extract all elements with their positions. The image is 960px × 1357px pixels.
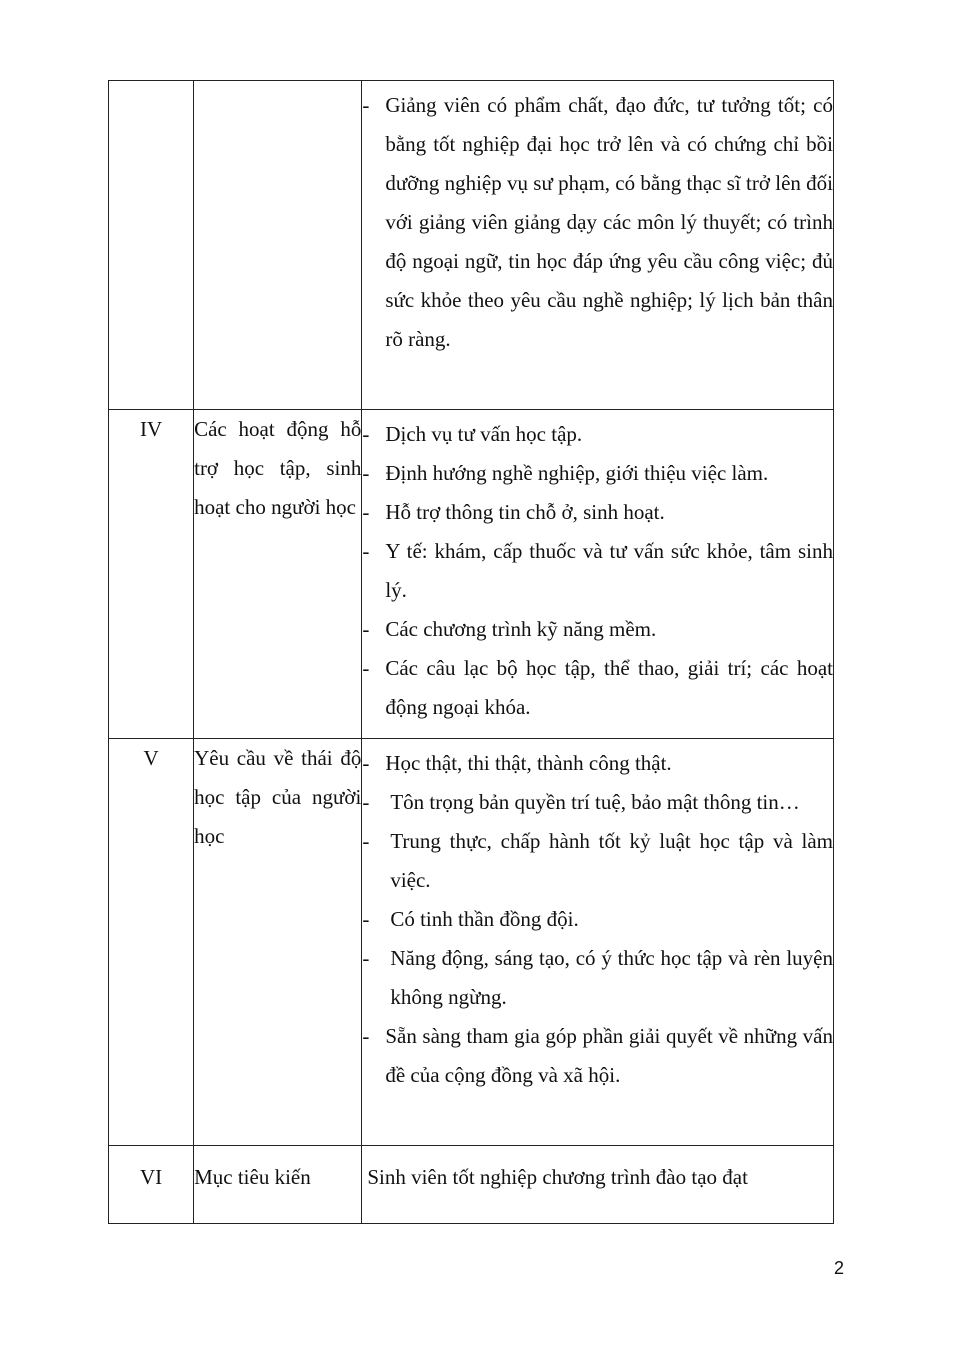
list-item: - Dịch vụ tư vấn học tập. bbox=[362, 415, 833, 454]
bullet-list bbox=[362, 86, 833, 359]
list-item: - Năng động, sáng tạo, có ý thức học tập và rèn luyện không ngừng. bbox=[362, 939, 833, 1017]
list-item: - Hỗ trợ thông tin chỗ ở, sinh hoạt. bbox=[362, 493, 833, 532]
list-item: - Có tinh thần đồng đội. bbox=[362, 900, 833, 939]
bullet-list bbox=[362, 415, 833, 727]
content-table bbox=[108, 80, 834, 1224]
list-item: - Các chương trình kỹ năng mềm. bbox=[362, 610, 833, 649]
table-row bbox=[109, 739, 834, 1146]
table-row bbox=[109, 1146, 834, 1224]
row-number-cell bbox=[109, 81, 194, 410]
list-item: - Sẵn sàng tham gia góp phần giải quyết về những vấn đề của cộng đồng và xã hội. bbox=[362, 1017, 833, 1095]
list-item: - Trung thực, chấp hành tốt kỷ luật học tập và làm việc. bbox=[362, 822, 833, 900]
row-number-cell: IV bbox=[109, 410, 194, 739]
page-number: 2 bbox=[833, 1258, 844, 1278]
bullet-list bbox=[362, 744, 833, 1095]
list-item: - Giảng viên có phẩm chất, đạo đức, tư tưởng tốt; có bằng tốt nghiệp đại học trở lên và có chứng chỉ bồi dưỡng nghiệp vụ sư phạm, có bằng thạc sĩ trở lên đối với giảng viên giảng dạy các môn lý thuyết; có trình độ ngoại ngữ, tin học đáp ứng yêu cầu công việc; đủ sức khỏe theo yêu cầu nghề nghiệp; lý lịch bản thân rõ ràng. bbox=[362, 86, 833, 359]
list-item: - Định hướng nghề nghiệp, giới thiệu việc làm. bbox=[362, 454, 833, 493]
row-number-cell: V bbox=[109, 739, 194, 1146]
description-text: Sinh viên tốt nghiệp chương trình đào tạo đạt bbox=[367, 1165, 748, 1189]
list-item: - Y tế: khám, cấp thuốc và tư vấn sức khỏe, tâm sinh lý. bbox=[362, 532, 833, 610]
table-row bbox=[109, 81, 834, 410]
row-title-cell bbox=[194, 81, 362, 410]
table-row bbox=[109, 410, 834, 739]
row-description-cell bbox=[362, 739, 834, 1146]
row-description-cell bbox=[362, 81, 834, 410]
row-title-cell: Mục tiêu kiến bbox=[194, 1146, 362, 1224]
row-title-cell: Yêu cầu về thái độ học tập của người học bbox=[194, 739, 362, 1146]
row-number-cell: VI bbox=[109, 1146, 194, 1224]
row-description-cell bbox=[362, 410, 834, 739]
list-item: - Tôn trọng bản quyền trí tuệ, bảo mật thông tin… bbox=[362, 783, 833, 822]
row-title-cell: Các hoạt động hỗ trợ học tập, sinh hoạt cho người học bbox=[194, 410, 362, 739]
list-item: - Các câu lạc bộ học tập, thể thao, giải trí; các hoạt động ngoại khóa. bbox=[362, 649, 833, 727]
row-description-cell bbox=[362, 1146, 834, 1224]
list-item: - Học thật, thi thật, thành công thật. bbox=[362, 744, 833, 783]
